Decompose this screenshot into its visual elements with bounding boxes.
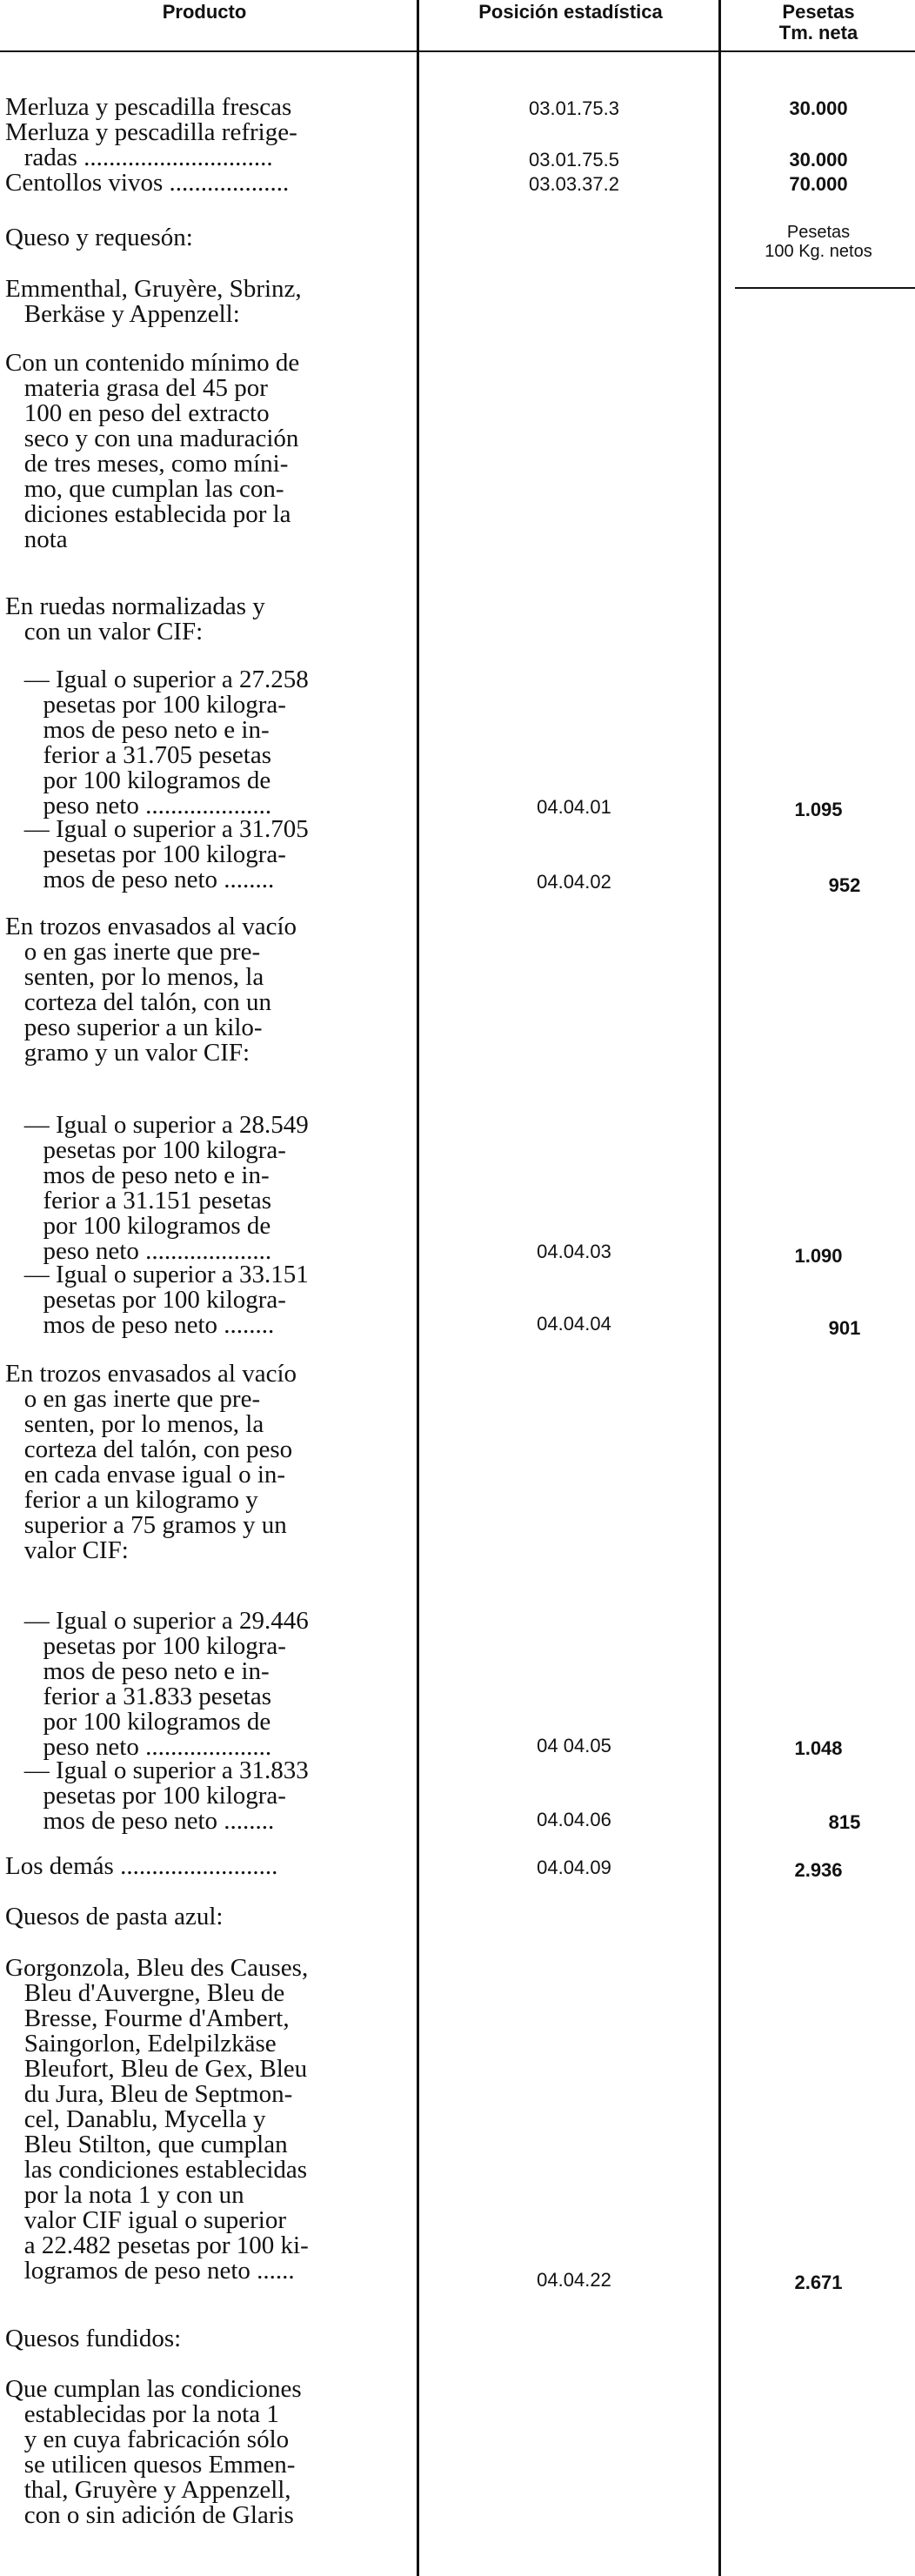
row-text: Con un contenido mínimo de materia grasa del 45 por 100 en peso del extracto seco y con una maduración de tres meses, como míni- mo, que cumplan las con- diciones establecida por la nota: [5, 349, 300, 553]
row-text: — Igual o superior a 28.549 pesetas por 100 kilogra- mos de peso neto e in- ferior a 31.151 pesetas por 100 kilogramos de peso neto ....................: [23, 1111, 309, 1265]
row-value: 952: [828, 874, 861, 896]
row-code: 04 04.05: [537, 1735, 611, 1756]
row-text: — Igual o superior a 31.705 pesetas por 100 kilogra- mos de peso neto ........: [23, 815, 309, 893]
row-text: — Igual o superior a 29.446 pesetas por 100 kilogra- mos de peso neto e in- ferior a 31.833 pesetas por 100 kilogramos de peso neto ....................: [23, 1607, 309, 1761]
row-code: 03.01.75.3: [529, 97, 619, 119]
row-text: — Igual o superior a 31.833 pesetas por 100 kilogra- mos de peso neto ........: [23, 1756, 309, 1835]
row-value: 30.000: [789, 97, 848, 119]
subheader-line2: 100 Kg. netos: [765, 242, 872, 261]
row-value: 2.936: [794, 1859, 843, 1881]
row-code: 03.03.37.2: [529, 173, 619, 195]
row-code: 03.01.75.5: [529, 149, 619, 171]
row-value: 2.671: [794, 2272, 843, 2293]
row-text: En trozos envasados al vacío o en gas inerte que pre- senten, por lo menos, la corteza del talón, con peso en cada envase igual o in- ferior a un kilogramo y superior a 75 gramos y un valor CIF:: [5, 1360, 297, 1564]
row-text: Quesos fundidos:: [5, 2325, 182, 2352]
column-divider-left: [417, 0, 419, 2576]
row-value: 1.048: [794, 1737, 843, 1759]
row-value: 70.000: [789, 173, 848, 195]
header-posicion: Posición estadística: [478, 1, 663, 23]
row-text: — Igual o superior a 33.151 pesetas por 100 kilogra- mos de peso neto ........: [23, 1261, 309, 1339]
row-code: 04.04.01: [537, 796, 611, 818]
subheader-pesetas: [722, 223, 915, 261]
subheader-line1: Pesetas: [786, 223, 851, 242]
row-code: 04.04.22: [537, 2269, 611, 2291]
row-text: Quesos de pasta azul:: [5, 1903, 224, 1930]
header-pesetas: [722, 2, 915, 43]
row-text: Los demás .........................: [5, 1852, 278, 1880]
row-code: 04.04.04: [537, 1313, 611, 1335]
row-text: En ruedas normalizadas y con un valor CIF:: [5, 592, 265, 646]
row-value: 1.090: [794, 1245, 843, 1267]
header-pesetas-line2: Tm. neta: [778, 22, 858, 43]
row-code: 04.04.02: [537, 871, 611, 893]
subheader-underline: [735, 287, 915, 289]
row-text: Emmenthal, Gruyère, Sbrinz, Berkäse y Appenzell:: [5, 275, 302, 328]
row-text: Queso y requesón:: [5, 224, 193, 251]
header-underline: [0, 50, 915, 52]
header-producto: Producto: [162, 1, 247, 23]
row-value: 901: [828, 1317, 861, 1339]
column-divider-right: [718, 0, 721, 2576]
row-code: 04.04.03: [537, 1241, 611, 1262]
row-text: Centollos vivos ...................: [5, 169, 290, 197]
row-value: 1.095: [794, 799, 843, 820]
row-code: 04.04.06: [537, 1809, 611, 1830]
row-text: — Igual o superior a 27.258 pesetas por 100 kilogra- mos de peso neto e in- ferior a 31.705 pesetas por 100 kilogramos de peso neto ....................: [23, 666, 309, 820]
row-text: Que cumplan las condiciones establecidas por la nota 1 y en cuya fabricación sólo se utilicen quesos Emmen- thal, Gruyère y Appenzell, con o sin adición de Glaris: [5, 2375, 302, 2529]
row-text: Merluza y pescadilla refrige- radas ..............................: [5, 118, 297, 171]
row-text: En trozos envasados al vacío o en gas inerte que pre- senten, por lo menos, la corteza del talón, con un peso superior a un kilo- gramo y un valor CIF:: [5, 913, 297, 1067]
row-text: Merluza y pescadilla frescas: [5, 93, 292, 121]
row-value: 30.000: [789, 149, 848, 171]
row-code: 04.04.09: [537, 1857, 611, 1878]
header-pesetas-line1: Pesetas: [782, 1, 855, 23]
row-text: Gorgonzola, Bleu des Causes, Bleu d'Auvergne, Bleu de Bresse, Fourme d'Ambert, Saingorlon, Edelpilzkäse Bleufort, Bleu de Gex, Bleu du Jura, Bleu de Septmon- cel, Danablu, Mycella y Bleu Stilton, que cumplan las condiciones establecidas por la nota 1 y con un valor CIF igual o superior a 22.482 pesetas por 100 ki- logramos de peso neto ......: [5, 1954, 309, 2285]
row-value: 815: [828, 1811, 861, 1833]
